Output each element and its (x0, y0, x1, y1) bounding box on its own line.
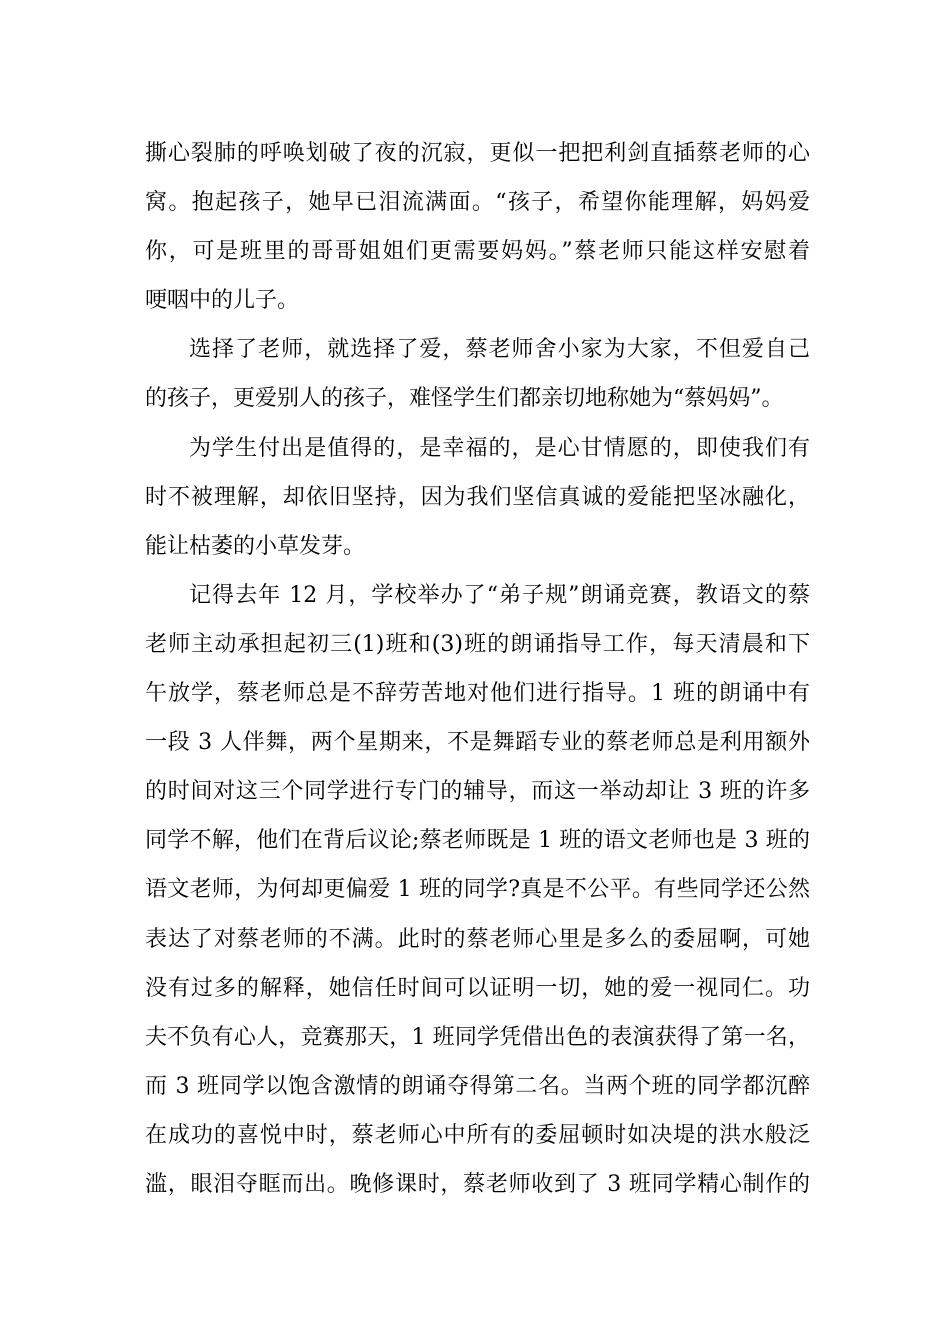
text-line: 窝。抱起孩子，她早已泪流满面。“孩子，希望你能理解，妈妈爱 (145, 190, 810, 216)
text-line: 能让枯萎的小草发芽。 (145, 533, 366, 559)
text-line: 撕心裂肺的呼唤划破了夜的沉寂，更似一把把利剑直插蔡老师的心 (145, 141, 810, 166)
text-line: 没有过多的解释，她信任时间可以证明一切，她的爱一视同仁。功 (145, 975, 810, 1001)
text-line: 而 3 班同学以饱含激情的朗诵夺得第二名。当两个班的同学都沉醉 (145, 1073, 810, 1099)
text-line: 选择了老师，就选择了爱，蔡老师舍小家为大家，不但爱自己 (189, 337, 810, 363)
text-line: 的孩子，更爱别人的孩子，难怪学生们都亲切地称她为“蔡妈妈”。 (145, 386, 784, 412)
text-line: 的时间对这三个同学进行专门的辅导，而这一举动却让 3 班的许多 (145, 779, 810, 805)
text-line: 哽咽中的儿子。 (145, 288, 300, 314)
text-line: 为学生付出是值得的，是幸福的，是心甘情愿的，即使我们有 (189, 435, 810, 461)
text-line: 记得去年 12 月，学校举办了“弟子规”朗诵竞赛，教语文的蔡 (189, 582, 810, 608)
text-line: 语文老师，为何却更偏爱 1 班的同学?真是不公平。有些同学还公然 (145, 877, 810, 903)
text-line: 夫不负有心人，竞赛那天，1 班同学凭借出色的表演获得了第一名， (145, 1024, 810, 1050)
text-line: 在成功的喜悦中时，蔡老师心中所有的委屈顿时如决堤的洪水般泛 (145, 1122, 810, 1148)
text-line: 午放学，蔡老师总是不辞劳苦地对他们进行指导。1 班的朗诵中有 (145, 681, 810, 707)
text-line: 老师主动承担起初三(1)班和(3)班的朗诵指导工作，每天清晨和下 (145, 631, 811, 657)
text-line: 一段 3 人伴舞，两个星期来，不是舞蹈专业的蔡老师总是利用额外 (145, 730, 810, 756)
document-body (145, 129, 810, 1209)
paragraph (145, 325, 810, 423)
text-line: 滥，眼泪夺眶而出。晚修课时，蔡老师收到了 3 班同学精心制作的 (145, 1171, 810, 1197)
text-line: 表达了对蔡老师的不满。此时的蔡老师心里是多么的委屈啊，可她 (145, 926, 810, 952)
text-line: 同学不解，他们在背后议论;蔡老师既是 1 班的语文老师也是 3 班的 (145, 828, 810, 854)
text-line: 你，可是班里的哥哥姐姐们更需要妈妈。”蔡老师只能这样安慰着 (145, 239, 810, 265)
text-line: 时不被理解，却依旧坚持，因为我们坚信真诚的爱能把坚冰融化， (145, 484, 810, 510)
paragraph (145, 129, 810, 325)
paragraph (145, 571, 810, 1209)
paragraph (145, 424, 810, 571)
